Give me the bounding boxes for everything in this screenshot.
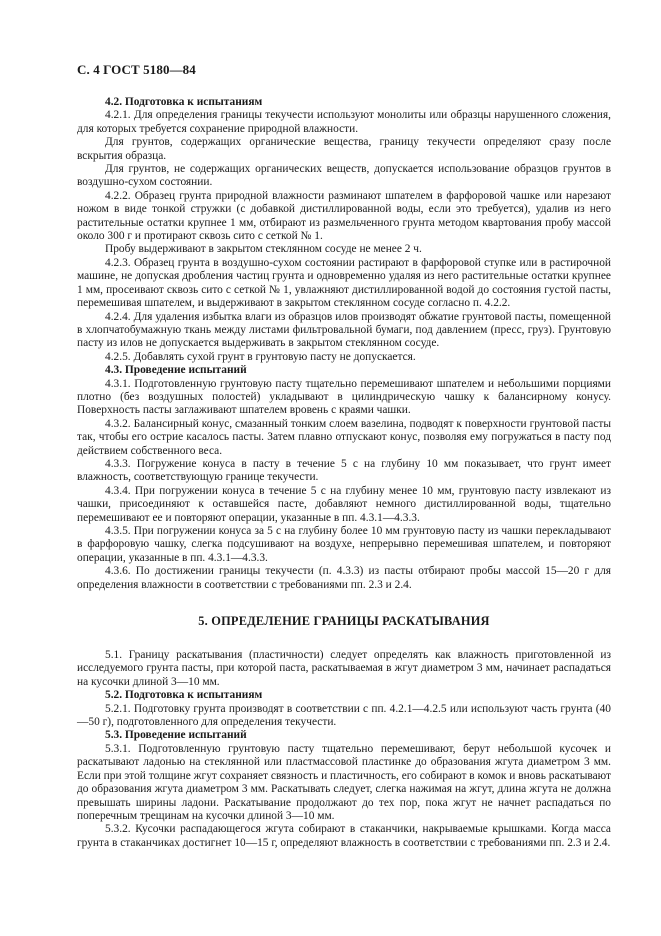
section-5 bbox=[77, 614, 611, 850]
paragraph-4-3-3: 4.3.3. Погружение конуса в пасту в течение 5 с на глубину 10 мм показывает, что грунт имеет влажность, соответствующую границе текучести. bbox=[77, 457, 611, 484]
paragraph-4-2-5: 4.2.5. Добавлять сухой грунт в грунтовую пасту не допускается. bbox=[105, 350, 416, 363]
paragraph-4-3-2: 4.3.2. Балансирный конус, смазанный тонким слоем вазелина, подводят к поверхности грунтовой пасты так, чтобы его острие касалось пасты. Затем плавно отпускают конус, позволяя ему погружаться в пасту под действием собственного веса. bbox=[77, 417, 611, 457]
paragraph-5-2-1: 5.2.1. Подготовку грунта производят в соответствии с пп. 4.2.1—4.2.5 или используют часть грунта (40—50 г), подготовленного для определения текучести. bbox=[77, 702, 611, 729]
paragraph-4-3-6: 4.3.6. По достижении границы текучести (п. 4.3.3) из пасты отбирают пробы массой 15—20 г для определения влажности в соответствии с требованиями пп. 2.3 и 2.4. bbox=[77, 565, 611, 591]
section-4-3 bbox=[77, 364, 611, 592]
paragraph-4-2-3: 4.2.3. Образец грунта в воздушно-сухом состоянии растирают в фарфоровой ступке или в растирочной машине, не допуская дробления частиц грунта и одновременно удаляя из него растительные остатки крупнее 1 мм, просеивают сквозь сито с сеткой № 1, увлажняют дистиллированной водой до состояния густой пасты, перемешивая шпателем, и выдерживают в закрытом стеклянном сосуде согласно п. 4.2.2. bbox=[77, 256, 611, 310]
paragraph-5-3-1: 5.3.1. Подготовленную грунтовую пасту тщательно перемешивают, берут небольшой кусочек и раскатывают ладонью на стеклянной или пластмассовой пластинке до образования жгута диаметром 3 мм. Если при этой толщине жгут сохраняет связность и пластичность, его собирают в комок и вновь раскатывают до образования жгута диаметром 3 мм. Раскатывать следует, слегка нажимая на жгут, длина жгута не должна превышать ширины ладони. Раскатывание продолжают до тех пор, пока жгут не начнет распадаться по поперечным трещинам на кусочки длиной 3—10 мм. bbox=[77, 742, 611, 822]
paragraph-4-3-5: 4.3.5. При погружении конуса за 5 с на глубину более 10 мм грунтовую пасту из чашки перекладывают в фарфоровую чашку, слегка подсушивают на воздухе, непрерывно перемешивая шпателем, и повторяют операции, указанные в пп. 4.3.1—4.3.3. bbox=[77, 525, 611, 564]
subsection-heading: 4.3. Проведение испытаний bbox=[105, 364, 247, 377]
paragraph-4-2-2: 4.2.2. Образец грунта природной влажности разминают шпателем в фарфоровой чашке или нарезают ножом в виде тонкой стружки (с добавкой дистиллированной воды, если это требуется), удалив из него растительные остатки крупнее 1 мм, отбирают из размельченного грунта методом квартования пробу массой около 300 г и протирают сквозь сито с сеткой № 1. bbox=[77, 189, 611, 243]
paragraph: Для грунтов, содержащих органические вещества, границу текучести определяют сразу после вскрытия образца. bbox=[77, 136, 611, 162]
section-heading: 5. ОПРЕДЕЛЕНИЕ ГРАНИЦЫ РАСКАТЫВАНИЯ bbox=[198, 614, 490, 629]
paragraph-4-3-4: 4.3.4. При погружении конуса в течение 5 с на глубину менее 10 мм, грунтовую пасту извлекают из чашки, присоединяют к оставшейся пасте, добавляют немного дистиллированной воды, тщательно перемешивают ее и повторяют операции, указанные в пп. 4.3.1—4.3.3. bbox=[77, 484, 611, 524]
paragraph: Для грунтов, не содержащих органических веществ, допускается использование образцов грунтов в воздушно-сухом состоянии. bbox=[77, 163, 611, 189]
paragraph-5-3-2: 5.3.2. Кусочки распадающегося жгута собирают в стаканчики, накрываемые крышками. Когда масса грунта в стаканчиках достигнет 10—15 г, определяют влажность в соответствии с требованиями пп. 2.3 и 2.4. bbox=[77, 823, 611, 849]
paragraph-5-1: 5.1. Границу раскатывания (пластичности) следует определять как влажность приготовленной из исследуемого грунта пасты, при которой паста, раскатываемая в жгут диаметром 3 мм, начинает распадаться на кусочки длиной 3—10 мм. bbox=[77, 649, 611, 688]
subsection-heading: 5.2. Подготовка к испытаниям bbox=[105, 689, 263, 702]
paragraph-4-3-1: 4.3.1. Подготовленную грунтовую пасту тщательно перемешивают шпателем и небольшими порциями плотно (без воздушных полостей) укладывают в цилиндрическую чашку к балансирному конусу. Поверхность пасты заглаживают шпателем вровень с краями чашки. bbox=[77, 377, 611, 417]
paragraph-4-2-1: 4.2.1. Для определения границы текучести используют монолиты или образцы нарушенного сложения, для которых требуется сохранение природной влажности. bbox=[77, 109, 611, 135]
section-4-2 bbox=[77, 96, 611, 364]
running-head: С. 4 ГОСТ 5180—84 bbox=[77, 62, 196, 77]
document-page bbox=[77, 62, 611, 850]
subsection-heading: 5.3. Проведение испытаний bbox=[105, 729, 247, 742]
paragraph: Пробу выдерживают в закрытом стеклянном сосуде не менее 2 ч. bbox=[105, 243, 422, 256]
subsection-heading: 4.2. Подготовка к испытаниям bbox=[105, 96, 263, 108]
paragraph-4-2-4: 4.2.4. Для удаления избытка влаги из образцов илов производят обжатие грунтовой пасты, помещенной в хлопчатобумажную ткань между листами фильтровальной бумаги, под давлением (пресс, груз). Грунтовую пасту из илов не допускается выдерживать в закрытом стеклянном сосуде. bbox=[77, 310, 611, 350]
